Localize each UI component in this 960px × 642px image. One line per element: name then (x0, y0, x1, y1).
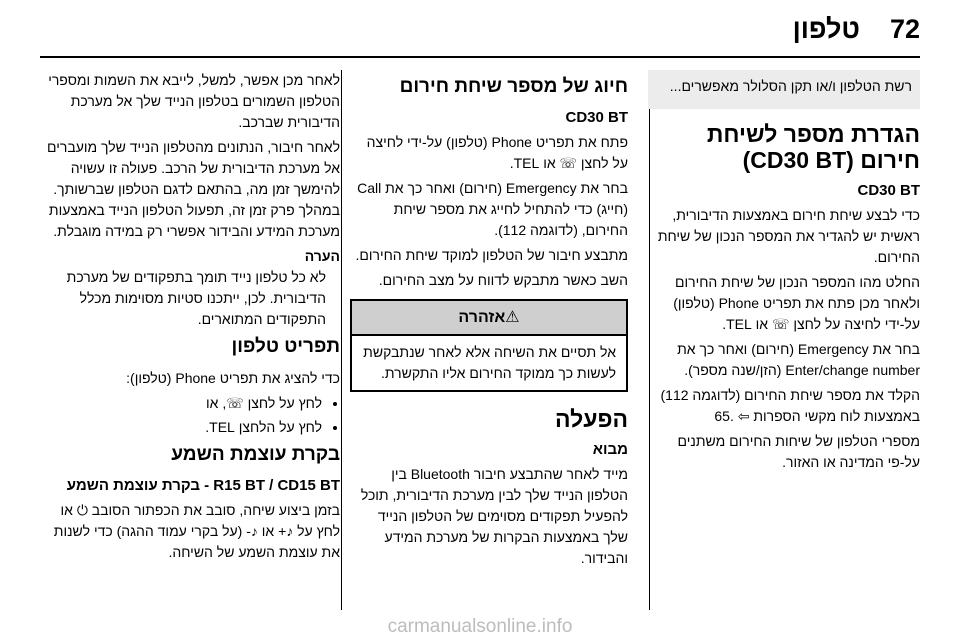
subheading-cd30bt: CD30 BT (565, 109, 628, 126)
subheading-volume-models: R15 BT / CD15 BT - בקרת עוצמת השמע (66, 477, 340, 494)
right-column (648, 70, 920, 477)
paragraph: לאחר חיבור, הנתונים מהטלפון הנייד שלך מועברים אל מערכת הדיבורית של הרכב. פעולה זו עשויה להימשך זמן מה, בהתאם לדגם הטלפון שברשותך. במהלך פרק זמן זה, תפעול הטלפון הנייד באמצעות מערכת המידע והבידור אפשרי רק במידה מוגבלת. (47, 139, 340, 239)
paragraph: פתח את תפריט Phone (טלפון) על-ידי לחיצה על לחצן ☏ או TEL. (366, 134, 628, 171)
section-heading-volume: בקרת עוצמת השמע (171, 444, 340, 465)
section-heading-operation: הפעלה (555, 406, 628, 432)
paragraph: הקלד את מספר שיחת החירום (לדוגמה 112) באמצעות לוח מקשי הספרות ⇦ .65 (660, 387, 920, 424)
paragraph: כדי לבצע שיחת חירום באמצעות הדיבורית, ראשית יש להגדיר את המספר הנכון של שיחת החירום. (657, 207, 920, 265)
paragraph: מתבצע חיבור של הטלפון למוקד שיחת החירום. (355, 247, 628, 263)
paragraph: מספרי הטלפון של שיחות החירום משתנים על-פי המדינה או האזור. (677, 433, 920, 470)
note-text: לא כל טלפון נייד תומך בתפקודים של מערכת הדיבורית. לכן, ייתכנו סטיות מסוימות מכלל התפקודים המתוארים. (66, 269, 326, 327)
info-box (648, 70, 920, 109)
subheading-cd30bt: CD30 BT (857, 182, 920, 199)
section-heading-emergency-dial: חיוג של מספר שיחת חירום (399, 76, 628, 97)
bullet-list (40, 393, 340, 438)
paragraph: מייד לאחר שהתבצע חיבור Bluetooth בין הטלפון הנייד שלך לבין מערכת הדיבורית, תוכל להפעיל תפקודים מסוימים של הטלפון הנייד שלך באמצעות הבקרות של מערכת המידע והבידור. (360, 466, 628, 566)
warning-text: אל תסיים את השיחה אלא לאחר שנתבקשת לעשות כך ממוקד החירום אליו התקשרת. (363, 344, 616, 381)
warning-box (350, 299, 628, 392)
header-divider (40, 56, 920, 58)
warning-title: ⚠אזהרה (352, 301, 626, 336)
paragraph: בחר את Emergency (חירום) ואחר כך את Call (חייג) כדי להתחיל לחייג את מספר שיחת החירום, (לדוגמה 112). (357, 180, 628, 238)
column-divider-left (341, 70, 342, 610)
subheading-intro: מבוא (592, 441, 628, 458)
paragraph: בזמן ביצוע שיחה, סובב את הכפתור הסובב ⏻ או לחץ על ♪+ או ♪- (על בקרי עמוד ההגה) כדי לשנות את עוצמת השמע של השיחה. (53, 502, 340, 560)
paragraph: החלט מהו המספר הנכון של שיחת החירום ולאחר מכן פתח את תפריט Phone (טלפון) על-ידי לחיצה על לחצן ☏ או TEL. (673, 274, 920, 332)
paragraph: בחר את Emergency (חירום) ואחר כך את Enter/change number (הזן/שנה מספר). (677, 341, 920, 378)
info-paragraph-1: רשת הטלפון ו/או תקן הסלולר מאפשרים... (669, 78, 912, 94)
paragraph: השב כאשר מתבקש לדווח על מצב החירום. (378, 272, 628, 288)
page-number: 72 (889, 14, 920, 44)
middle-column (350, 70, 628, 573)
section-heading-phone-menu: תפריט טלפון (231, 336, 340, 357)
watermark: carmanualsonline.info (387, 616, 573, 637)
left-column (40, 70, 340, 567)
paragraph: לאחר מכן אפשר, למשל, לייבא את השמות ומספרי הטלפון השמורים בטלפון הנייד שלך אל מערכת הדיבורית שברכב. (48, 72, 340, 130)
list-item: • לחץ על לחצן ☏, או (40, 393, 322, 414)
page-title: טלפון (792, 14, 860, 44)
list-item: • לחץ על הלחצן TEL. (40, 417, 322, 438)
note-title: הערה (304, 248, 340, 264)
paragraph: כדי להציג את תפריט Phone (טלפון): (126, 370, 340, 386)
section-heading-emergency-setup: הגדרת מספר לשיחת חירום (CD30 BT) (706, 121, 920, 173)
